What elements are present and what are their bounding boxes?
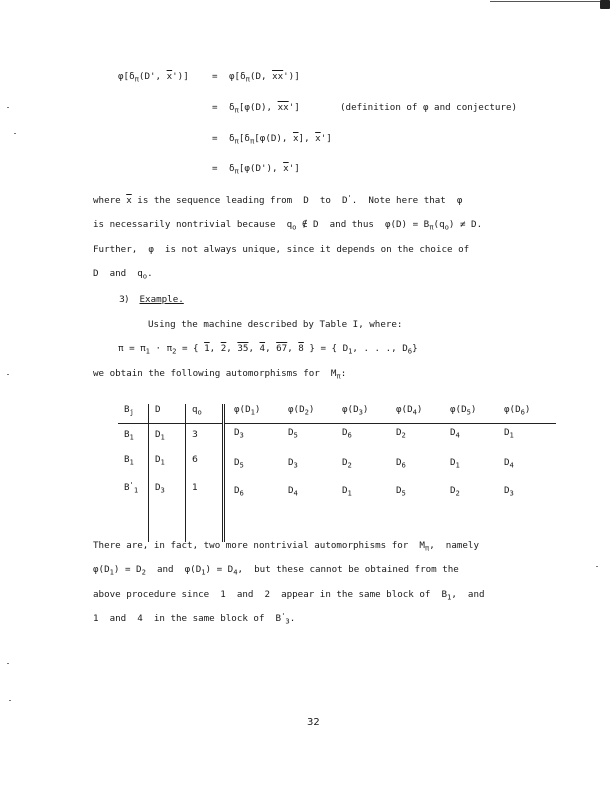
top-scan-rule [490,1,600,2]
header-phi-d3: $\varphi(D_3)$ [340,404,394,424]
cell-block: $B_1$ [124,429,134,442]
header-bj: $B_j$ [118,404,149,424]
cell-q: 6 [186,454,224,482]
cell-phi: $D_3$ [224,424,287,455]
header-q: $q_o$ [186,404,224,424]
section-number: 3) [119,294,129,305]
cell-phi: $D_5$ [224,454,287,482]
equation-line-2: $\delta_\pi[\varphi(D)$, $\overline{xx}'$] [229,102,300,115]
cell-d: $D_3$ [149,482,186,510]
intro-line-1: Using the machine described by Table I, where: [148,319,403,330]
paragraph-1-line-1: where $\overline{x}$ is the sequence leading from D to D'. Note here that φ [93,193,463,206]
header-phi-d6: $\varphi(D_6)$ [502,404,556,424]
cell-phi: $D_6$ [342,427,352,440]
margin-speck [7,374,9,375]
cell-phi: $D_2$ [342,457,352,470]
cell-block: $B'_1$ [124,480,139,495]
paragraph-2-line-4: 1 and 4 in the same block of $B'_3$. [93,611,296,626]
cell-phi: $D_4$ [288,485,298,498]
margin-speck [7,107,9,108]
cell-phi: $D_1$ [342,485,352,498]
paragraph-2-line-1: There are, in fact, two more nontrivial automorphisms for $M_\pi$, namely [93,540,479,553]
header-phi-d4: $\varphi(D_4)$ [394,404,448,424]
table-row [118,454,556,482]
cell-phi: $D_2$ [450,485,460,498]
margin-speck [14,133,16,134]
cell-block: $B_1$ [124,454,134,467]
cell-phi: $D_6$ [396,457,406,470]
margin-speck [596,566,598,567]
cell-phi: $D_3$ [504,485,514,498]
cell-phi: $D_1$ [504,427,514,440]
paragraph-1-line-3: Further, φ is not always unique, since it depends on the choice of [93,244,470,255]
cell-q: 3 [186,424,224,455]
equals-sign: = [212,71,218,82]
header-phi-d1: $\varphi(D_1)$ [224,404,287,424]
header-phi-d2: $\varphi(D_2)$ [286,404,340,424]
table-header-row [118,404,556,424]
paragraph-2-line-2: $\varphi(D_1) = D_2$ and $\varphi(D_1) = D_4$, but these cannot be obtained from the [93,564,459,577]
cell-phi: $D_4$ [450,427,460,440]
equals-sign: = [212,133,218,144]
equals-sign: = [212,102,218,113]
equation-line-3: $\delta_\pi[\delta_\pi[\varphi(D)$, $\overline{x}$], $\overline{x}'$] [229,133,332,146]
page-number: 32 [307,717,320,728]
header-phi-d5: $\varphi(D_5)$ [448,404,502,424]
equation-line-1-rhs: $\varphi[\delta_\pi(D$, $\overline{xx}'$)] [229,71,300,84]
equals-sign: = [212,163,218,174]
equation-line-1: $\varphi[\delta_\pi(D'$, $\overline{x}'$)] [118,71,189,84]
automorphism-table [118,404,556,542]
cell-phi: $D_3$ [288,457,298,470]
section-title: Example. [139,294,184,305]
partition-definition: $\pi = \pi_1 \cdot \pi_2$ = { 1, 2, 35, 4, 67, 8 } = { $D_1$, . . ., $D_6$} [118,343,418,356]
corner-scan-mark [600,0,610,9]
equation-note: (definition of φ and conjecture) [340,102,518,113]
cell-d: $D_1$ [149,454,186,482]
table-row [118,424,556,455]
cell-phi: $D_2$ [396,427,406,440]
paragraph-1-line-2: is necessarily nontrivial because $q_o$ ∉ D and thus $\varphi(D) = B_\pi(q_o) \ne D$. [93,219,483,232]
header-d: D [149,404,186,424]
table-row [118,482,556,510]
cell-phi: $D_4$ [504,457,514,470]
cell-phi: $D_5$ [288,427,298,440]
cell-q: 1 [186,482,224,510]
cell-phi: $D_6$ [224,482,287,510]
equation-line-4: $\delta_\pi[\varphi(D')$, $\overline{x}'$] [229,163,300,176]
margin-speck [7,663,9,664]
cell-phi: $D_5$ [396,485,406,498]
intro-line-3: we obtain the following automorphisms for $M_\pi$: [93,368,347,381]
table-spacer-row [118,510,556,542]
margin-speck [9,700,11,701]
paragraph-2-line-3: above procedure since 1 and 2 appear in the same block of $B_1$, and [93,589,485,602]
paragraph-1-line-4: D and $q_o$. [93,268,153,281]
cell-phi: $D_1$ [450,457,460,470]
section-heading [119,294,184,306]
cell-d: $D_1$ [149,424,186,455]
